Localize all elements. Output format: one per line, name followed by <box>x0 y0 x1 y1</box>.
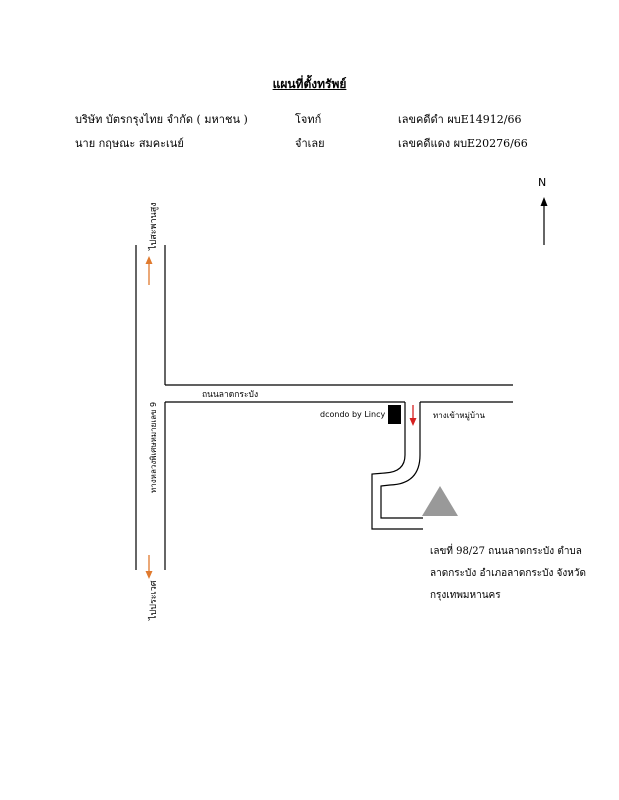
highway-label: ทางหลวงพิเศษหมายเลข 9 <box>149 401 158 493</box>
property-marker-icon <box>422 486 458 516</box>
page-title: แผนที่ตั้งทรัพย์ <box>272 77 347 91</box>
landmark-label: dcondo by Lincy <box>320 410 386 419</box>
property-address: เลขที่ 98/27 ถนนลาดกระบัง ตำบลลาดกระบัง อำเภอลาดกระบัง จังหวัดกรุงเทพมหานคร <box>430 546 586 601</box>
party-role: โจทก์ <box>295 113 322 126</box>
north-arrow-icon <box>541 197 548 245</box>
party-name: บริษัท บัตรกรุงไทย จำกัด ( มหาชน ) <box>75 113 248 126</box>
compass-north-label: N <box>538 176 547 189</box>
entrance-arrow-icon <box>410 405 417 426</box>
arrow-up-icon <box>146 256 153 285</box>
to-south-label: ไปประเวศ <box>149 580 159 620</box>
village-entrance-label: ทางเข้าหมู่บ้าน <box>433 411 485 420</box>
side-road-label: ถนนลาดกระบัง <box>202 390 259 400</box>
case-number: เลขคดีดำ ผบE14912/66 <box>398 113 522 126</box>
to-north-label: ไปสะพานสูง <box>149 202 159 250</box>
landmark-marker <box>388 405 401 424</box>
party-role: จำเลย <box>295 137 325 150</box>
case-number: เลขคดีแดง ผบE20276/66 <box>398 137 528 150</box>
party-name: นาย กฤษณะ สมคะเนย์ <box>75 137 184 150</box>
arrow-down-icon <box>146 555 153 579</box>
